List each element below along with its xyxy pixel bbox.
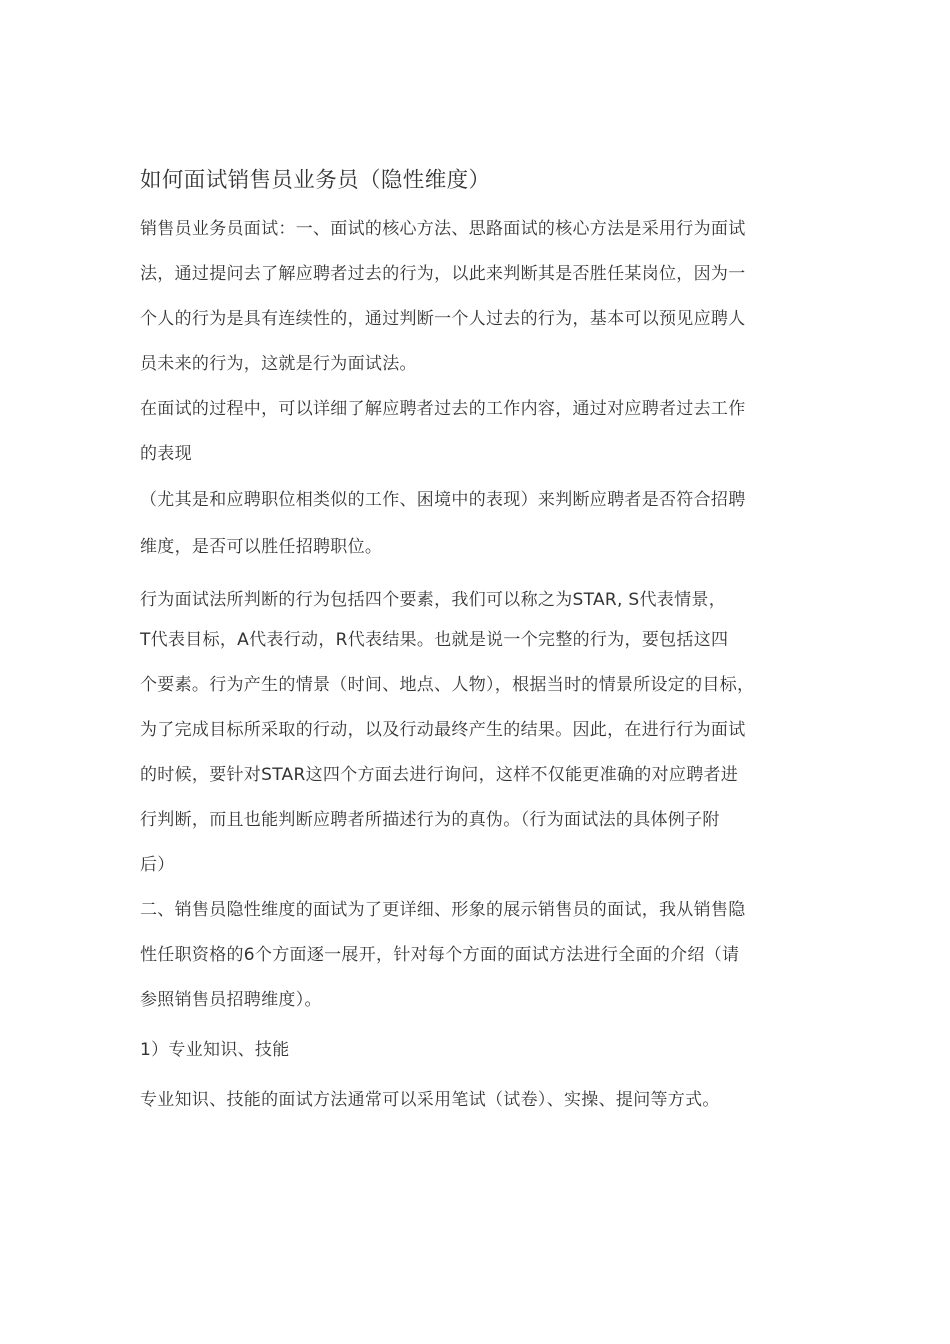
paragraph-line: 的表现 (140, 444, 192, 464)
paragraph-line: 员未来的行为，这就是行为面试法。 (140, 354, 417, 374)
paragraph-line: 的时候，要针对STAR这四个方面去进行询问，这样不仅能更准确的对应聘者进 (140, 765, 739, 785)
paragraph-line: 二、销售员隐性维度的面试为了更详细、形象的展示销售员的面试，我从销售隐 (140, 900, 746, 920)
paragraph-line: 维度，是否可以胜任招聘职位。 (140, 537, 383, 557)
section-heading: 1）专业知识、技能 (140, 1040, 290, 1060)
paragraph-line: 后） (140, 855, 175, 875)
paragraph-line: T代表目标，A代表行动，R代表结果。也就是说一个完整的行为，要包括这四 (140, 630, 729, 650)
paragraph-line: （尤其是和应聘职位相类似的工作、困境中的表现）来判断应聘者是否符合招聘 (140, 490, 746, 510)
document-title: 如何面试销售员业务员（隐性维度） (140, 168, 491, 193)
paragraph-line: 销售员业务员面试：一、面试的核心方法、思路面试的核心方法是采用行为面试 (140, 219, 746, 239)
paragraph-line: 为了完成目标所采取的行动，以及行动最终产生的结果。因此，在进行行为面试 (140, 720, 746, 740)
paragraph-line: 在面试的过程中，可以详细了解应聘者过去的工作内容，通过对应聘者过去工作 (140, 399, 746, 419)
paragraph-line: 性任职资格的6个方面逐一展开，针对每个方面的面试方法进行全面的介绍（请 (140, 945, 740, 965)
paragraph-line: 个要素。行为产生的情景（时间、地点、人物），根据当时的情景所设定的目标， (140, 675, 755, 695)
paragraph-line: 行为面试法所判断的行为包括四个要素，我们可以称之为STAR, S代表情景， (140, 590, 726, 610)
paragraph-line: 参照销售员招聘维度）。 (140, 990, 322, 1010)
paragraph-line: 个人的行为是具有连续性的，通过判断一个人过去的行为，基本可以预见应聘人 (140, 309, 746, 329)
paragraph-line: 行判断，而且也能判断应聘者所描述行为的真伪。（行为面试法的具体例子附 (140, 810, 720, 830)
paragraph-line: 法，通过提问去了解应聘者过去的行为，以此来判断其是否胜任某岗位，因为一 (140, 264, 746, 284)
paragraph-line: 专业知识、技能的面试方法通常可以采用笔试（试卷）、实操、提问等方式。 (140, 1090, 720, 1110)
